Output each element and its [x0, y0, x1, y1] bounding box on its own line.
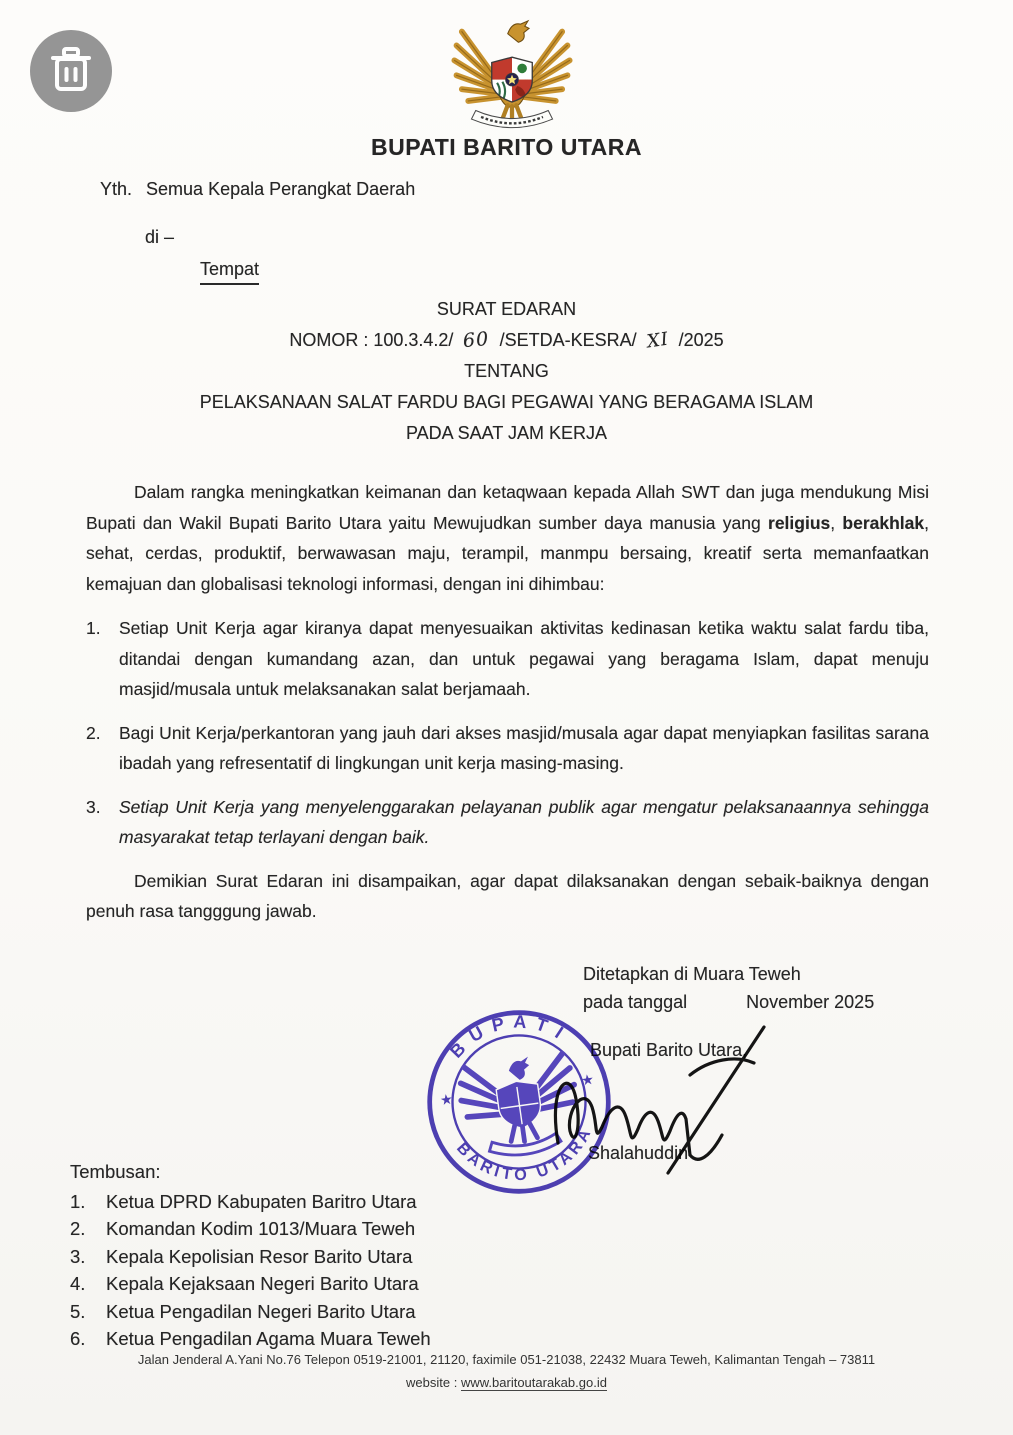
trash-icon	[49, 47, 93, 96]
item-text: Setiap Unit Kerja agar kiranya dapat menyesuaikan aktivitas kedinasan ketika waktu salat fardu tiba, ditandai dengan kumandang azan, dan untuk pegawai yang beragama Islam, dapat menuju masjid/musala untuk melaksanakan salat berjamaah.	[119, 618, 929, 699]
date-value: November 2025	[746, 992, 875, 1012]
item-number: 1.	[86, 618, 101, 638]
website-url: www.baritoutarakab.go.id	[460, 1375, 607, 1390]
salutation: Yth.	[100, 179, 133, 199]
org-title: BUPATI BARITO UTARA	[370, 134, 642, 160]
website-label: website :	[406, 1375, 461, 1390]
opening-paragraph	[86, 477, 929, 599]
tembusan-item	[70, 1298, 431, 1326]
para1-e: , sehat, cerdas, produktif, berwawasan maju, terampil, manmpu bersaing, kreatif serta memanfaatkan kemajuan dan globalisasi teknologi informasi, dengan ini dihimbau:	[86, 512, 929, 594]
tembusan-label: Tembusan:	[70, 1161, 161, 1182]
tembusan-text: Ketua Pengadilan Negeri Barito Utara	[106, 1300, 416, 1322]
garuda-pancasila-emblem	[448, 6, 576, 134]
tembusan-text: Ketua DPRD Kabupaten Baritro Utara	[106, 1190, 417, 1212]
list-item	[86, 613, 929, 705]
signer-name: Shalahuddin	[588, 1143, 689, 1163]
stamp-bottom-text: BARITO UTARA	[453, 1123, 596, 1185]
issued-place: Ditetapkan di Muara Teweh	[583, 964, 801, 984]
item-number: 3.	[86, 796, 101, 817]
tembusan-number: 5.	[70, 1300, 86, 1322]
item-number: 2.	[86, 722, 101, 743]
tembusan-text: Komandan Kodim 1013/Muara Teweh	[106, 1218, 416, 1239]
tembusan-text: Kepala Kepolisian Resor Barito Utara	[106, 1245, 413, 1267]
doc-number-handwritten-2: XI	[645, 328, 670, 353]
website-line	[0, 1371, 1013, 1394]
delete-button[interactable]	[30, 30, 112, 112]
letter-body	[86, 477, 929, 927]
numbered-list	[86, 613, 929, 853]
doc-title-line1: PELAKSANAAN SALAT FARDU BAGI PEGAWAI YANG BERAGAMA ISLAM	[199, 392, 814, 412]
doc-number	[0, 325, 1013, 356]
doc-number-prefix: NOMOR : 100.3.4.2/	[289, 330, 454, 350]
doc-number-mid: /SETDA-KESRA/	[499, 330, 637, 350]
tembusan-item	[70, 1243, 431, 1271]
tentang-label: TENTANG	[464, 361, 549, 381]
closing-paragraph: Demikian Surat Edaran ini disampaikan, agar dapat dilaksanakan dengan sebaik-baiknya dengan penuh rasa tangggung jawab.	[86, 870, 929, 921]
tembusan-number: 1.	[70, 1190, 86, 1212]
list-item	[86, 718, 929, 779]
list-item	[86, 792, 929, 853]
recipient-block	[100, 176, 415, 285]
tembusan-number: 6.	[70, 1328, 86, 1349]
letterhead-footer	[0, 1348, 1013, 1394]
stamp-star-left: ★	[439, 1091, 455, 1110]
office-address: Jalan Jenderal A.Yani No.76 Telepon 0519-21001, 21120, faximile 051-21038, 22432 Muara Teweh, Kalimantan Tengah – 73811	[137, 1352, 876, 1367]
signature-scrawl	[540, 1015, 800, 1190]
tembusan-item	[70, 1215, 431, 1243]
tembusan-block	[70, 1158, 431, 1353]
tembusan-number: 2.	[70, 1218, 86, 1239]
stamp-star-right: ★	[580, 1071, 596, 1090]
issued-date	[583, 992, 874, 1013]
stamp-top-text: BUPATI	[446, 1011, 575, 1062]
para1-bold-2: berakhlak	[842, 512, 925, 533]
recipient-name: Semua Kepala Perangkat Daerah	[146, 179, 416, 199]
tembusan-item	[70, 1188, 431, 1216]
para1-bold-1: religius	[768, 512, 831, 533]
para1-c: ,	[830, 512, 843, 533]
item-text: Setiap Unit Kerja yang menyelenggarakan pelayanan publik agar mengatur pelaksanaannya sehingga masyarakat tetap terlayani dengan baik.	[119, 796, 929, 847]
doc-number-handwritten-1: 60	[462, 327, 491, 353]
doc-type: SURAT EDARAN	[436, 299, 577, 319]
para1-a: Dalam rangka meningkatkan keimanan dan ketaqwaan kepada Allah SWT dan juga mendukung Misi Bupati dan Wakil Bupati Barito Utara yaitu Mewujudkan sumber daya manusia yang	[86, 482, 929, 533]
tembusan-number: 4.	[70, 1273, 86, 1294]
date-label: pada tanggal	[583, 992, 688, 1012]
subject-block	[0, 294, 1013, 449]
tembusan-text: Kepala Kejaksaan Negeri Barito Utara	[106, 1273, 419, 1294]
tembusan-item	[70, 1270, 431, 1298]
recipient-line	[100, 176, 415, 202]
tembusan-number: 3.	[70, 1245, 86, 1267]
doc-number-suffix: /2025	[678, 330, 724, 350]
signer-title: Bupati Barito Utara,	[590, 1040, 748, 1060]
doc-title-line2: PADA SAAT JAM KERJA	[405, 423, 608, 443]
tembusan-text: Ketua Pengadilan Agama Muara Teweh	[106, 1328, 431, 1349]
recipient-place: Tempat	[200, 256, 259, 285]
recipient-di: di –	[145, 227, 175, 247]
item-text: Bagi Unit Kerja/perkantoran yang jauh dari akses masjid/musala agar dapat menyiapkan fasilitas sarana ibadah yang refresentatif di lingkungan unit kerja masing-masing.	[119, 722, 929, 773]
